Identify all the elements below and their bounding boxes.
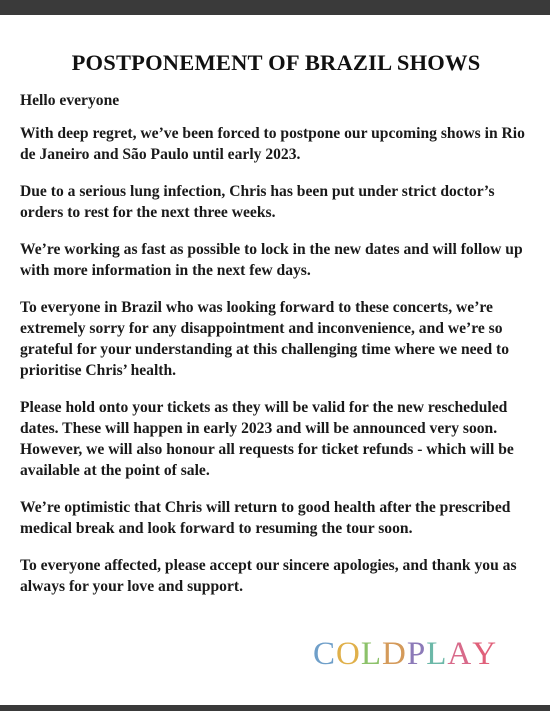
page-title: POSTPONEMENT OF BRAZIL SHOWS [71, 50, 481, 75]
logo-letter: O [336, 636, 361, 672]
logo-letter: P [406, 636, 427, 672]
paragraph-3: We’re working as fast as possible to lock in the new dates and will follow up with more information in the next few days. [20, 241, 523, 279]
paragraph-1: With deep regret, we’ve been forced to postpone our upcoming shows in Rio de Janeiro and São Paulo until early 2023. [20, 125, 525, 163]
notice-content [20, 50, 532, 613]
top-border [0, 0, 550, 15]
paragraph-7: To everyone affected, please accept our sincere apologies, and thank you as always for your love and support. [20, 557, 517, 595]
greeting: Hello everyone [20, 92, 120, 109]
logo-letter: C [313, 636, 337, 672]
paragraph-5: Please hold onto your tickets as they will be valid for the new rescheduled dates. These will happen in early 2023 and will be announced very soon. However, we will also honour all requests for ticket refunds - which will be available at the point of sale. [20, 399, 514, 479]
paragraph-2: Due to a serious lung infection, Chris has been put under strict doctor’s orders to rest for the next three weeks. [20, 183, 495, 221]
paragraph-6: We’re optimistic that Chris will return to good health after the prescribed medical break and look forward to resuming the tour soon. [20, 499, 511, 537]
logo-letter: L [426, 636, 448, 672]
bottom-border [0, 705, 550, 711]
logo-letter: L [360, 636, 383, 672]
paragraph-4: To everyone in Brazil who was looking forward to these concerts, we’re extremely sorry for any disappointment and inconvenience, and we’re so grateful for your understanding at this challenging time where we need to prioritise Chris’ health. [20, 299, 510, 379]
coldplay-logo [313, 634, 497, 674]
logo-letter: A [447, 636, 473, 672]
logo-letter: Y [472, 636, 498, 672]
logo-letter: D [382, 636, 407, 672]
